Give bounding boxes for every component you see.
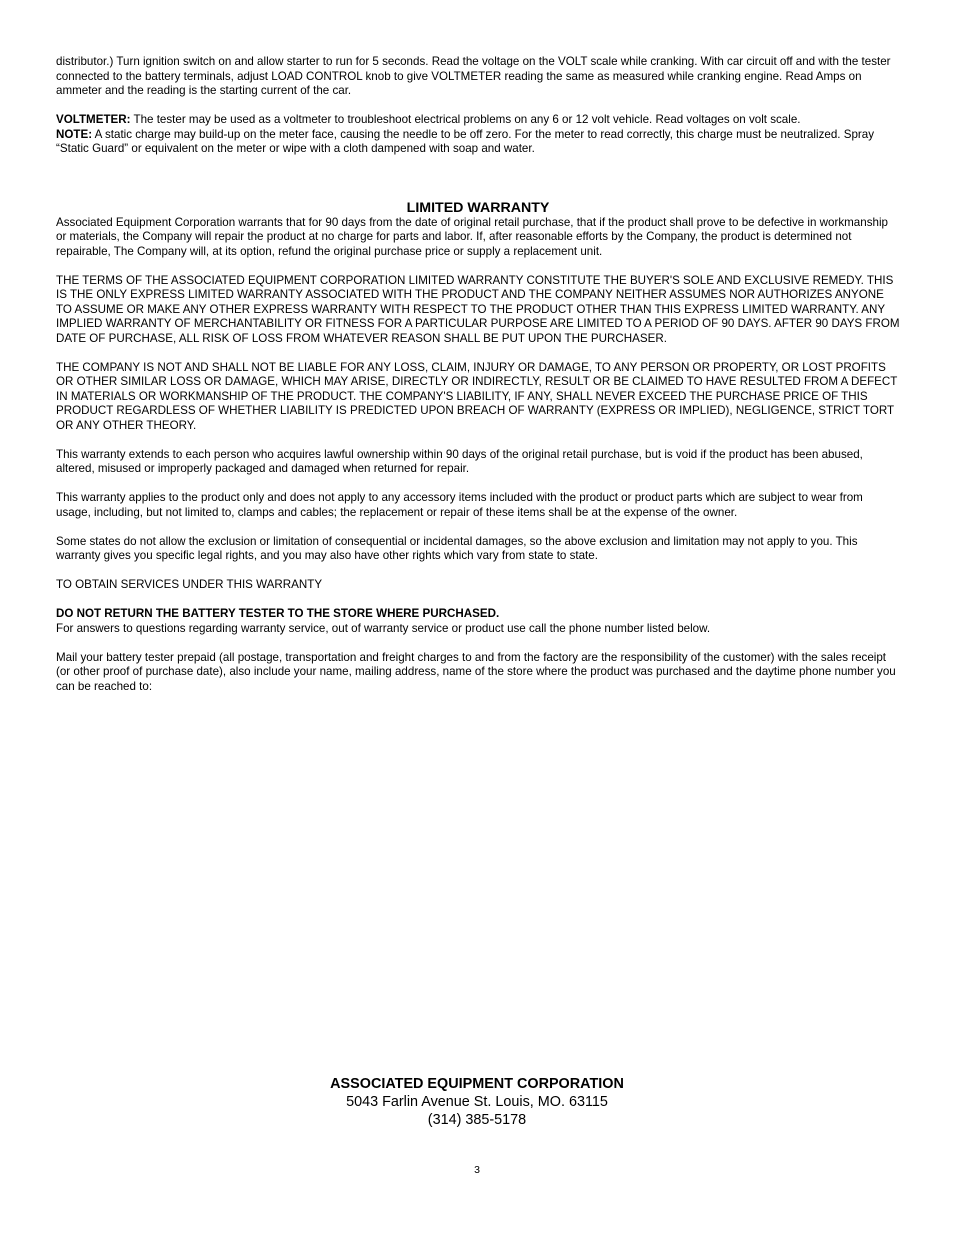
warranty-title: LIMITED WARRANTY bbox=[406, 199, 550, 216]
warranty-paragraph-3: THE COMPANY IS NOT AND SHALL NOT BE LIABLE FOR ANY LOSS, CLAIM, INJURY OR DAMAGE, TO ANY PERSON OR PROPERTY, OR LOST PROFITS OR OTHER SIMILAR LOSS OR DAMAGE, WHICH MAY ARISE, DIRECTLY OR INDIRECTLY, RESULT OR BE CLAIMED TO HAVE RESULTED FROM A DEFECT IN MATERIALS OR WORKMANSHIP OF THE PRODUCT. THE COMPANY'S LIABILITY, IF ANY, SHALL NEVER EXCEED THE PURCHASE PRICE OF THIS PRODUCT REGARDLESS OF WHETHER LIABILITY IS PREDICTED UPON BREACH OF WARRANTY (EXPRESS OR IMPLIED), NEGLIGENCE, STRICT TORT OR ANY OTHER THEORY. bbox=[56, 360, 898, 432]
warranty-paragraph-9: Mail your battery tester prepaid (all postage, transportation and freight charges to and from the factory are the responsibility of the customer) with the sales receipt (or other proof of purchase date), also include your name, mailing address, name of the store where the product was purchased and the daytime phone number you can be reached to: bbox=[56, 650, 896, 693]
voltmeter-text: The tester may be used as a voltmeter to troubleshoot electrical problems on any 6 or 12 volt vehicle. Read voltages on volt scale. bbox=[130, 113, 801, 126]
company-contact-block bbox=[0, 1075, 954, 1129]
document-body bbox=[56, 55, 900, 694]
warranty-paragraph-8: For answers to questions regarding warranty service, out of warranty service or product use call the phone number listed below. bbox=[56, 621, 711, 635]
warranty-paragraph-1: Associated Equipment Corporation warrants that for 90 days from the date of original retail purchase, that if the product shall prove to be defective in workmanship or materials, the Company will repair the product at no charge for parts and labor. If, after reasonable efforts by the Company, the product is determined not repairable, The Company will, at its option, refund the original purchase price or supply a replacement unit. bbox=[56, 215, 888, 258]
company-name: ASSOCIATED EQUIPMENT CORPORATION bbox=[330, 1076, 624, 1092]
note-paragraph bbox=[56, 128, 900, 157]
warranty-paragraph-5: This warranty applies to the product only and does not apply to any accessory items included with the product or product parts which are subject to wear from usage, including, but not limited to, clamps and cables; the replacement or repair of these items shall be at the expense of the owner. bbox=[56, 491, 863, 519]
company-phone: (314) 385-5178 bbox=[427, 1112, 527, 1128]
intro-paragraph: distributor.) Turn ignition switch on and allow starter to run for 5 seconds. Read the voltage on the VOLT scale while cranking. With car circuit off and with the tester connected to the battery terminals, adjust LOAD CONTROL knob to give VOLTMETER reading the same as measured while cranking engine. Read Amps on ammeter and the reading is the starting current of the car. bbox=[56, 55, 891, 97]
company-address: 5043 Farlin Avenue St. Louis, MO. 63115 bbox=[346, 1094, 608, 1110]
page-number: 3 bbox=[474, 1164, 480, 1176]
warranty-paragraph-2: THE TERMS OF THE ASSOCIATED EQUIPMENT CORPORATION LIMITED WARRANTY CONSTITUTE THE BUYER'S SOLE AND EXCLUSIVE REMEDY. THIS IS THE ONLY EXPRESS LIMITED WARRANTY ASSOCIATED WITH THE PRODUCT AND THE COMPANY NEITHER ASSUMES NOR AUTHORIZES ANYONE TO ASSUME OR MAKE ANY OTHER EXPRESS WARRANTY WITH RESPECT TO THE PRODUCT OTHER THAN THIS EXPRESS LIMITED WARRANTY. ANY IMPLIED WARRANTY OF MERCHANTABILITY OR FITNESS FOR A PARTICULAR PURPOSE ARE LIMITED TO A PERIOD OF 90 DAYS. AFTER 90 DAYS FROM DATE OF PURCHASE, ALL RISK OF LOSS FROM WHATEVER REASON SHALL BE PUT UPON THE PURCHASER. bbox=[56, 273, 900, 345]
note-label: NOTE: bbox=[56, 127, 93, 141]
warranty-paragraph-7: TO OBTAIN SERVICES UNDER THIS WARRANTY bbox=[56, 578, 323, 591]
warranty-paragraph-6: Some states do not allow the exclusion or limitation of consequential or incidental damages, so the above exclusion and limitation may not apply to you. This warranty gives you specific legal rights, and you may also have other rights which vary from state to state. bbox=[56, 534, 858, 562]
do-not-return-notice: DO NOT RETURN THE BATTERY TESTER TO THE STORE WHERE PURCHASED. bbox=[56, 607, 500, 620]
voltmeter-paragraph bbox=[56, 113, 900, 128]
voltmeter-label: VOLTMETER: bbox=[56, 113, 131, 126]
warranty-paragraph-4: This warranty extends to each person who acquires lawful ownership within 90 days of the original retail purchase, but is void if the product has been abused, altered, misused or improperly packaged and damaged when returned for repair. bbox=[56, 447, 863, 475]
note-text: A static charge may build-up on the meter face, causing the needle to be off zero. For the meter to read correctly, this charge must be neutralized. Spray “Static Guard” or equivalent on the meter or wipe with a cloth dampened with soap and water. bbox=[56, 127, 874, 155]
